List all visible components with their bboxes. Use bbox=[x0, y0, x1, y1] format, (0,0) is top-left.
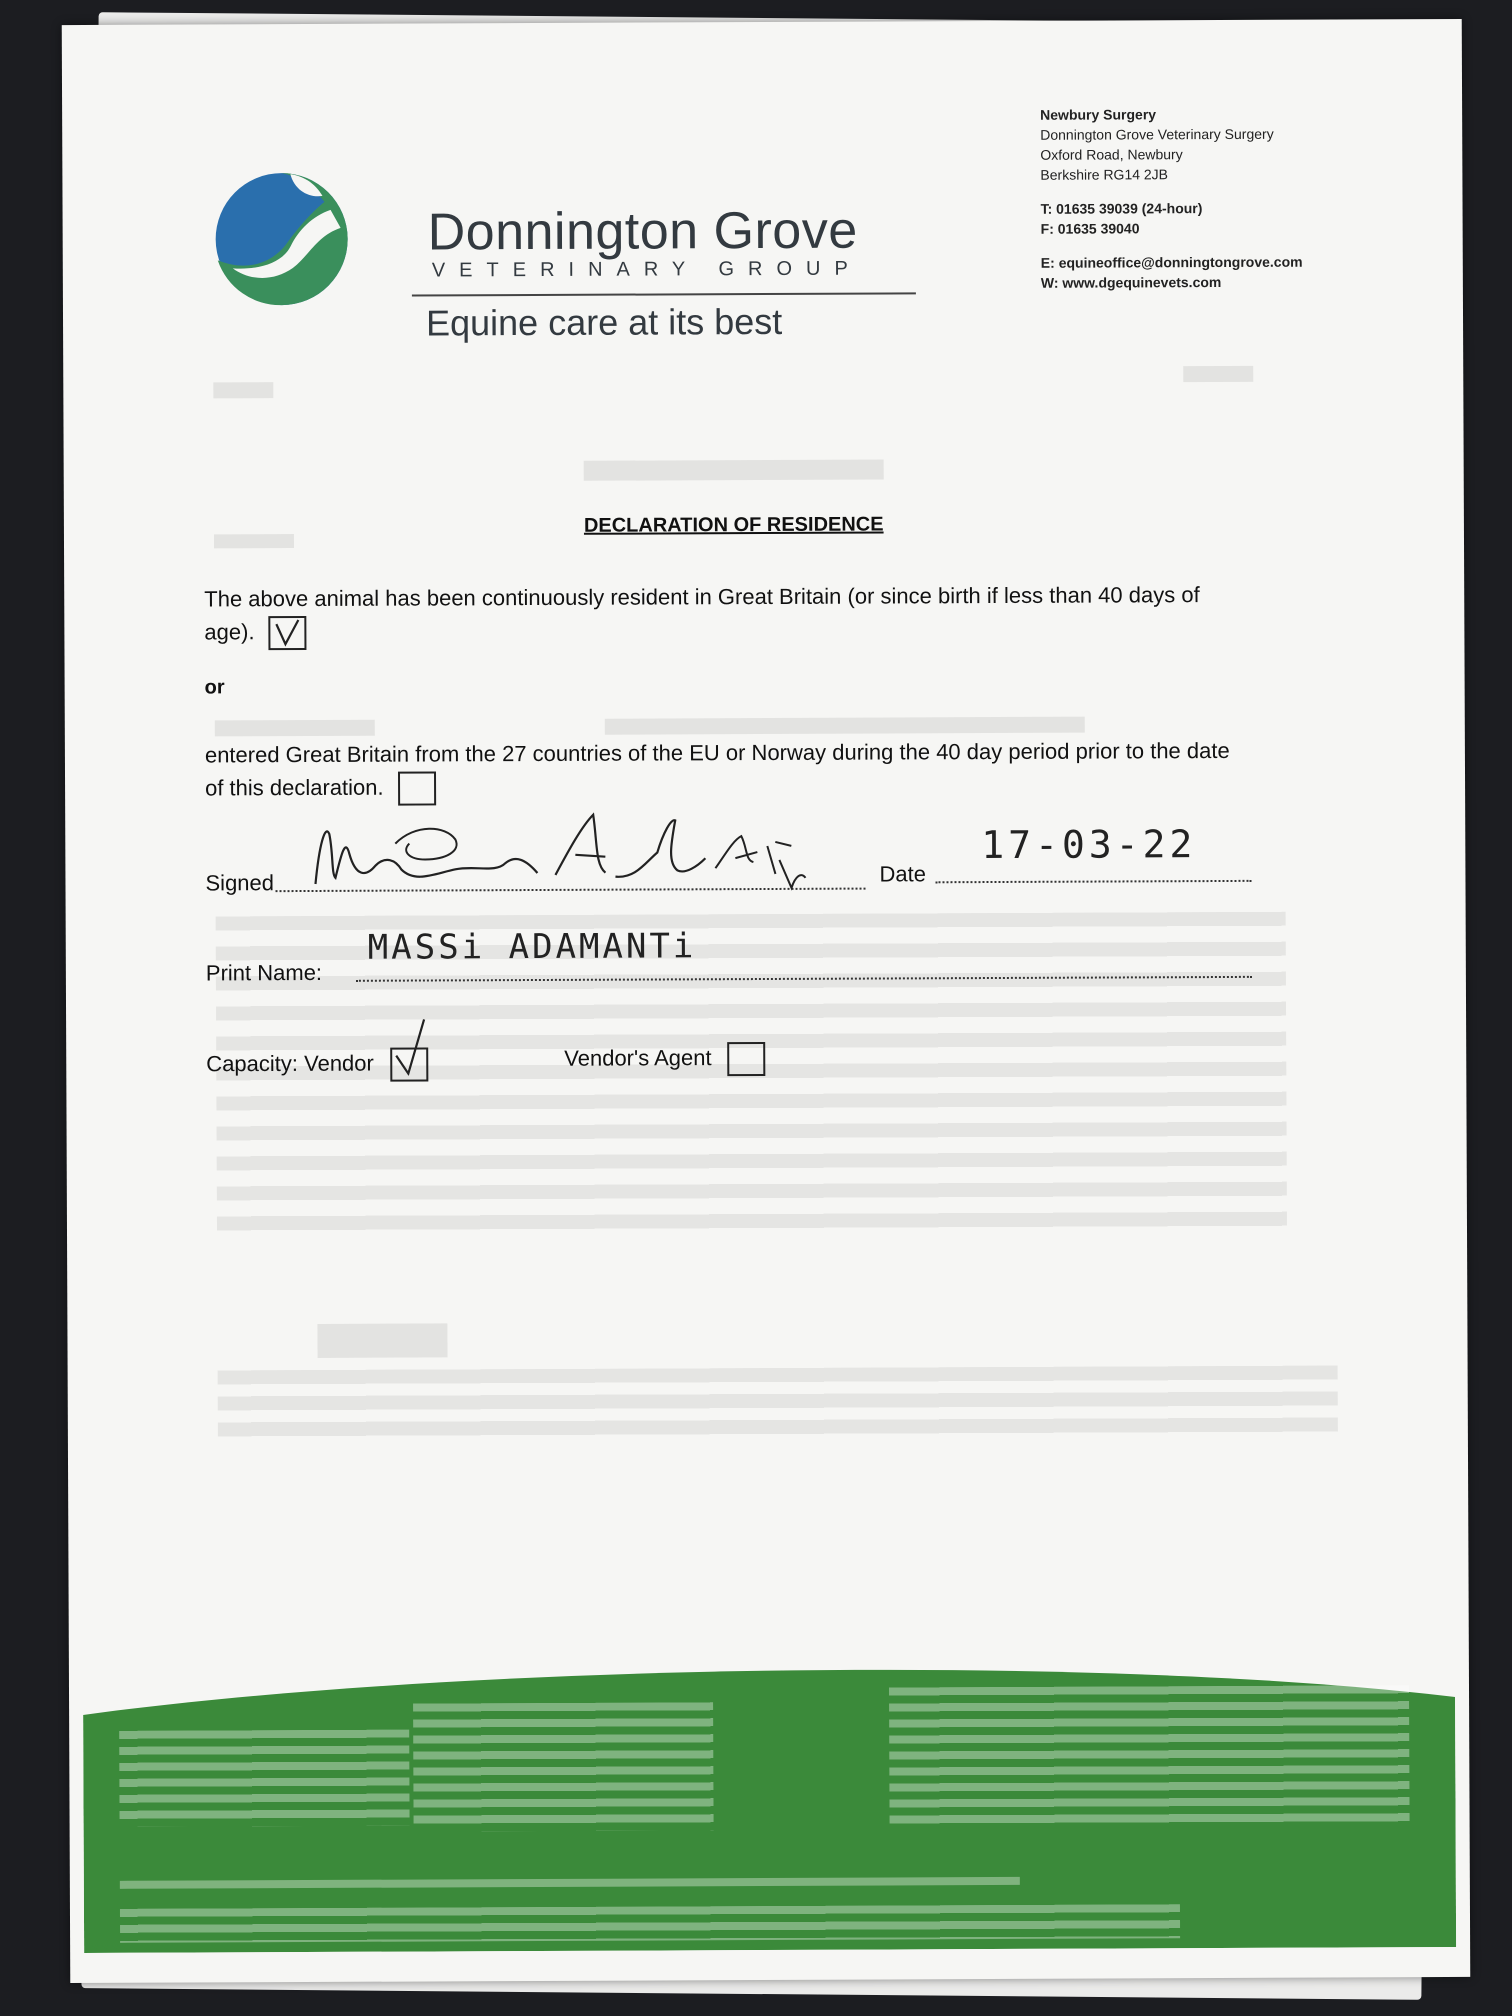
surgery-name: Newbury Surgery bbox=[1040, 106, 1157, 123]
bleed-through-text bbox=[1183, 366, 1253, 382]
document-page bbox=[62, 19, 1471, 1983]
surgery-web: W: www.dgequinevets.com bbox=[1040, 274, 1222, 291]
date-line bbox=[935, 880, 1251, 883]
surgery-address bbox=[1040, 104, 1303, 293]
declaration-title: DECLARATION OF RESIDENCE bbox=[583, 513, 884, 537]
footer-associates bbox=[413, 1686, 714, 1831]
surgery-email: E: equineoffice@donningtongrove.com bbox=[1040, 253, 1303, 271]
resident-text: The above animal has been continuously resident in Great Britain (or since birth if less than 40 days of age). bbox=[204, 582, 1200, 645]
print-name-handwritten: MASSi ADAMANTi bbox=[367, 926, 697, 968]
brand-block bbox=[425, 201, 969, 344]
footer-directors bbox=[119, 1714, 409, 1827]
vendor-checkbox[interactable] bbox=[390, 1047, 428, 1081]
or-label: or bbox=[204, 676, 225, 699]
checkmark-icon bbox=[271, 618, 305, 648]
date-label: Date bbox=[879, 861, 926, 887]
brand-subtitle: VETERINARY GROUP bbox=[431, 257, 862, 282]
footer-company-info bbox=[120, 1904, 1180, 1943]
checkmark-icon bbox=[388, 1015, 428, 1075]
agent-label: Vendor's Agent bbox=[564, 1045, 712, 1071]
bleed-through-text bbox=[317, 1323, 447, 1358]
horse-logo-icon bbox=[212, 170, 351, 309]
bleed-through-text bbox=[215, 720, 375, 737]
surgery-tel: T: 01635 39039 (24-hour) bbox=[1040, 200, 1203, 217]
signature-image bbox=[305, 801, 905, 904]
eu-checkbox[interactable] bbox=[398, 772, 436, 806]
resident-checkbox[interactable] bbox=[269, 616, 307, 650]
brand-tagline: Equine care at its best bbox=[425, 300, 783, 344]
surgery-fax: F: 01635 39040 bbox=[1040, 220, 1140, 237]
surgery-line1: Donnington Grove Veterinary Surgery bbox=[1040, 125, 1274, 143]
surgery-line2: Oxford Road, Newbury bbox=[1040, 146, 1183, 163]
eu-text: entered Great Britain from the 27 countries of the EU or Norway during the 40 day period prior to the date of this declaration. bbox=[204, 737, 1230, 801]
date-handwritten: 17-03-22 bbox=[981, 822, 1197, 868]
footer-specialists bbox=[889, 1685, 1410, 1827]
bleed-through-text bbox=[213, 382, 273, 398]
resident-statement bbox=[204, 578, 1244, 651]
capacity-vendor bbox=[206, 1047, 428, 1082]
print-name-label: Print Name: bbox=[205, 959, 323, 986]
signed-label: Signed bbox=[205, 870, 275, 896]
bleed-through-text bbox=[584, 459, 884, 480]
bleed-through-text bbox=[605, 717, 1085, 735]
bleed-through-text bbox=[218, 1366, 1338, 1441]
capacity-label: Capacity: Vendor bbox=[206, 1050, 374, 1077]
brand-title: Donnington Grove bbox=[427, 201, 858, 262]
eu-statement bbox=[205, 734, 1245, 807]
bleed-through-text bbox=[214, 534, 294, 548]
brand-rule bbox=[412, 292, 916, 296]
capacity-agent bbox=[564, 1042, 766, 1077]
surgery-line3: Berkshire RG14 2JB bbox=[1040, 166, 1169, 183]
agent-checkbox[interactable] bbox=[728, 1042, 766, 1076]
